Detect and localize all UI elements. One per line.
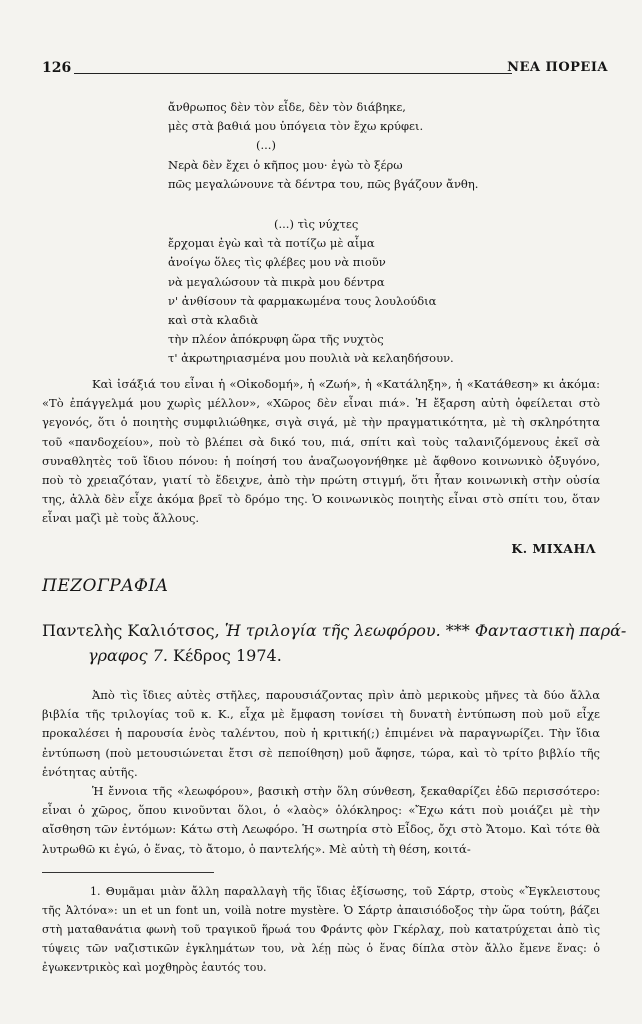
book-subtitle-cont: γραφος 7.	[88, 646, 168, 665]
page-number: 126	[42, 60, 72, 76]
header-rule	[74, 73, 512, 74]
poem-line: Νερὰ δὲν ἔχει ὁ κῆπος μου· ἐγὼ τὸ ξέρω	[168, 157, 403, 172]
poem-excerpt-1	[168, 98, 478, 194]
poem-line: τὴν πλέον ἀπόκρυφη ὥρα τῆς νυχτὸς	[168, 332, 384, 347]
author-signature: Κ. ΜΙΧΑΗΛ	[511, 541, 596, 556]
book-title: Ἡ τριλογία τῆς λεωφόρου.	[224, 621, 441, 640]
book-subtitle: Φανταστικὴ παρά-	[474, 621, 627, 640]
book-stars: ***	[445, 621, 470, 640]
poem-line: πῶς μεγαλώνουνε τὰ δέντρα του, πῶς βγάζουν ἄνθη.	[168, 176, 479, 191]
poem-excerpt-2	[168, 215, 454, 369]
paragraph-text: Καὶ ἰσάξιά του εἶναι ἡ «Οἰκοδομή», ἡ «Ζωή», ἡ «Κατάληξη», ἡ «Κατάθεση» κι ἀκόμα: «Τὸ ἐπάγγελμά μου χωρὶς μέλλον», «Χῶρος δὲν εἶναι πιά». Ἡ ἔξαρση αὐτὴ ὀφείλεται στὸ γεγονός, ὅτι ὁ ποιητὴς συμφιλιώθηκε, σιγὰ σιγά, μὲ τὴν πραγματικότητα, μὲ τὴ σκληρότητα τοῦ «πανδοχείου», ποὺ τὸ βλέπει σὰ δικό του, πιά, σπίτι καὶ τοὺς ταλανιζόμενους ἐκεῖ σὰ συναθλητὲς τοῦ ἴδιου πόνου: ἡ ποίησή του ἀναζωογονήθηκε μὲ ἄφθονο κοινωνικὸ ὀξυγόνο, ποὺ τὸ χρειαζόταν, γιατί τὸ ἔδειχνε, ἀπὸ τὴν πρώτη στιγμή, ὅτι ἦταν κοινωνικὴ στὴν οὐσία της, ἀλλὰ δὲν εἶχε ἀκόμα βρεῖ τὸ δρόμο της. Ὁ κοινωνικὸς ποιητὴς εἶναι στὸ σπίτι του, ὅταν εἶναι μαζὶ μὲ τοὺς ἄλλους.	[42, 377, 600, 526]
poem-line: τ' ἀκρωτηριασμένα μου πουλιὰ νὰ κελαηδήσουν.	[168, 351, 454, 366]
poem-line: (...) τὶς νύχτες	[274, 217, 359, 231]
book-author: Παντελὴς Καλιότσος,	[42, 621, 220, 640]
poem-line: ἄνθρωπος δὲν τὸν εἶδε, δὲν τὸν διάβηκε,	[168, 100, 406, 114]
section-title: ΠΕΖΟΓΡΑΦΙΑ	[42, 576, 169, 596]
review-paragraph: Ἀπὸ τὶς ἴδιες αὐτὲς στῆλες, παρουσιάζοντας πρὶν ἀπὸ μερικοὺς μῆνες τὰ δύο ἄλλα βιβλία τῆς τριλογίας τοῦ κ. Κ., εἶχα μὲ ἔμφαση τονίσει τὴ δυνατὴ ἐντύπωση ποὺ μοῦ εἶχε προκαλέσει ἡ παρουσία ἑνὸς ταλέντου, ποὺ ἡ κριτική(;) ἐπιμένει νὰ παραγνωρίζει. Τὴν ἴδια ἐντύπωση (ποὺ μετουσιώνεται ἔτσι σὲ πεποίθηση) μοῦ ἄφησε, τώρα, καὶ τὸ τρίτο βιβλίο τῆς ἑνότητας αὐτῆς.	[42, 688, 600, 779]
poem-line: ἀνοίγω ὅλες τὶς φλέβες μου νὰ πιοῦν	[168, 255, 386, 270]
body-paragraph	[42, 375, 600, 529]
poem-line: ν' ἀνθίσουν τὰ φαρμακωμένα τους λουλούδια	[168, 293, 437, 308]
review-text	[42, 686, 600, 859]
journal-title: ΝΕΑ ΠΟΡΕΙΑ	[507, 60, 608, 75]
page-header	[42, 60, 608, 80]
poem-line: νὰ μεγαλώσουν τὰ πικρὰ μου δέντρα	[168, 274, 385, 289]
book-citation	[42, 618, 627, 668]
footnote-rule	[42, 872, 214, 873]
book-publisher: Κέδρος 1974.	[173, 646, 282, 665]
poem-ellipsis: (...)	[256, 138, 276, 153]
footnote	[42, 882, 600, 977]
review-paragraph: Ἡ ἔννοια τῆς «λεωφόρου», βασικὴ στὴν ὅλη σύνθεση, ξεκαθαρίζει ἐδῶ περισσότερο: εἶναι ὁ χῶρος, ὅπου κινοῦνται ὅλοι, ὁ «λαὸς» ὁλόκληρος: «Ἔχω κάτι ποὺ μοιάζει μὲ τὴν αἴσθηση τῶν ἐντόμων: Κάτω στὴ Λεωφόρο. Ἡ σωτηρία στὸ Εἶδος, ὄχι στὸ Ἄτομο. Καὶ τότε θὰ λυτρωθῶ κι ἐγώ, ὁ ἕνας, τὸ ἄτομο, ὁ παντελής». Μὲ αὐτὴ τὴ θέση, κοιτά-	[42, 784, 600, 856]
poem-line: καὶ στὰ κλαδιὰ	[168, 313, 259, 328]
poem-line: μὲς στὰ βαθιά μου ὑπόγεια τὸν ἔχω κρύφει.	[168, 119, 424, 134]
poem-line: ἔρχομαι ἐγὼ καὶ τὰ ποτίζω μὲ αἷμα	[168, 236, 375, 251]
footnote-text: 1. Θυμᾶμαι μιὰν ἄλλη παραλλαγὴ τῆς ἴδιας ἐξίσωσης, τοῦ Σάρτρ, στοὺς «Ἔγκλειστους τῆς Ἀλτόνα»: un et un font un, voilà notre mystère. Ὁ Σάρτρ ἀπαισιόδοξος τὴν ὥρα τούτη, βάζει στὴ ματαθανάτια φωνὴ τοῦ τραγικοῦ ἥρωά του Φράντς φὸν Γκέρλαχ, ποὺ κατατρύχεται ἀπὸ τὶς τύψεις τῶν ναζιστικῶν ἐγκλημάτων του, νὰ λέῃ πὼς ὁ ἕνας δίπλα στὸν ἄλλο ἔμενε ἕνας: ὁ ἐγωκεντρικὸς καὶ μοχθηρὸς ἑαυτός του.	[42, 885, 600, 974]
